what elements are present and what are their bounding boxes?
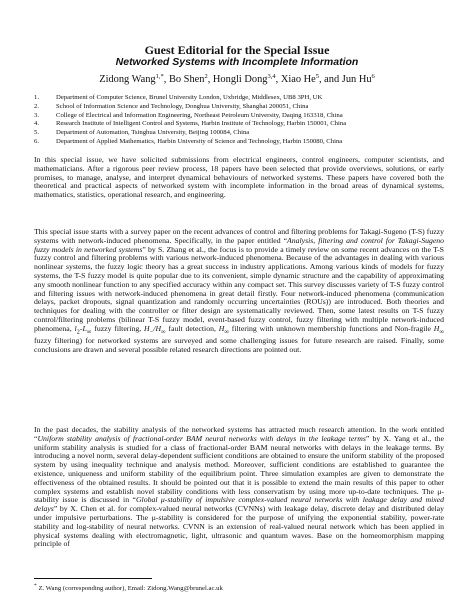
affiliation-item: 4. Research Institute of Intelligent Control and Systems, Harbin Institute of Technology, Harbin 150001, China: [34, 120, 347, 128]
cited-paper-title: Analysis, filtering and control for Takagi-Sugeno fuzzy models in networked systems: [34, 235, 445, 254]
cited-paper-title: Global μ-stability of impulsive complex-valued neural networks with leakage delay and mixed delays: [34, 495, 444, 514]
corresponding-author-note: Z. Wang (corresponding author), Email: Zidong.Wang@brunel.ac.uk: [36, 585, 223, 593]
paper-subtitle: Networked Systems with Incomplete Information: [115, 56, 359, 68]
affiliation-list: [34, 94, 454, 147]
cited-paper-title: Uniform stability analysis of fractional-order BAM neural networks with delays in the leakage terms: [37, 433, 366, 443]
footnote-divider: [34, 578, 152, 579]
author: Zidong Wang$^{1,*}$,: [99, 73, 169, 85]
author: Jun Hu$^6$: [341, 73, 375, 85]
author: Hongli Dong$^{3,4}$,: [212, 73, 281, 85]
affiliation-item: 3. College of Electrical and Information Engineering, Northeast Petroleum University, Daqing 163318, China: [34, 111, 343, 119]
affiliation-item: 1. Department of Computer Science, Brunel University London, Uxbridge, Middlesex, UB8 3PH, UK: [34, 94, 323, 101]
affiliation-item: 6. Department of Applied Mathematics, Harbin University of Science and Technology, Harbin 150080, China: [34, 137, 343, 145]
body-paragraph: In this special issue, we have solicited submissions from electrical engineers, control engineers, computer scientists, and mathematicians. After a rigorous peer review process, 18 papers have been selected that provide overviews, solutions, or early promises, to manage, analyse, and interpret dynamical behaviours of networked systems. These papers have covered both the theoretical and practical aspects of networked system with incomplete information in the broad areas of dynamical systems, mathematics, statistics, operational research, and engineering.: [34, 155, 444, 200]
affiliation-item: 2. School of Information Science and Technology, Donghua University, Shanghai 200051, China: [34, 102, 309, 110]
body-paragraph: This special issue starts with a survey paper on the recent advances of control and filtering problems for Takagi-Sugeno (T-S) fuzzy systems with network-induced phenomena. Specifically, in the paper entitled “Analysis, filtering and control for Takagi-Sugeno fuzzy models in networked systems” by S. Zhang et al., the focus is to provide a timely review on some recent advances on the T-S fuzzy control and filtering problems with various network-induced phenomena. Because of the advantages in dealing with various nonlinear systems, the fuzzy logic theory has a great success in industry applications. Among various kinds of models for fuzzy systems, the T-S fuzzy model is quite popular due to its convenient, simple dynamic structure and the capability of approximating any smooth nonlinear function to any specified accuracy within any compact set. This survey discusses variety of T-S fuzzy control and filtering issues with network-induced phenomena in great detail firstly. Four network-induced phenomena (communication delays, packet dropouts, signal quantization and randomly occurring uncertainties (ROUs)) are introduced. Both theories and techniques for dealing with the controller or filter design are systematically reviewed. Then, some latest results on T-S fuzzy control/filtering problems (bilinear T-S fuzzy model, event-based fuzzy control, fuzzy filtering with multiple network-induced phenomena, $l_2-L_\infty$ fuzzy filtering, $H_-/H_\infty$ fault detection, $H_\infty$ filtering with unknown membership functions and Non-fragile $H_\infty$ fuzzy filtering) for networked systems are surveyed and some challenging issues for future research are raised. Finally, some conclusions are drawn and several possible related research directions are pointed out.: [34, 227, 445, 354]
author-list: [0, 73, 474, 86]
paper-title: Guest Editorial for the Special Issue: [144, 43, 330, 57]
footnote: * Z. Wang (corresponding author), Email: Zidong.Wang@brunel.ac.uk: [34, 583, 223, 593]
body-paragraph: In the past decades, the stability analysis of the networked systems has attracted much research attention. In the work entitled “Uniform stability analysis of fractional-order BAM neural networks with delays in the leakage terms” by X. Yang et al., the uniform stability analysis is studied for a class of fractional-order BAM neural networks with delays in the leakage terms. By introducing a novel norm, several delay-dependent sufficient conditions are obtained to ensure the uniform stability of the proposed system by using inequality technique and analysis method. Moreover, sufficient conditions are established to guarantee the existence, uniqueness and uniform stability of the equilibrium point. Three simulation examples are given to demonstrate the effectiveness of the obtained results. It should be pointed out that it is possible to extend the main results of this paper to other complex systems and establish novel stability conditions with less conservatism by using more up-to-date techniques. The μ-stability issue is discussed in “Global μ-stability of impulsive complex-valued neural networks with leakage delay and mixed delays” by X. Chen et al. for complex-valued neural networks (CVNNs) with leakage delay, discrete delay and distributed delay under impulsive perturbations. The μ-stability is considered for the purpose of unifying the exponential stability, power-rate stability and log-stability of neural networks. CVNN is an extension of real-valued neural network which has been applied in physical systems dealing with electromagnetic, light, ultrasonic and quantum waves. Base on the homeomorphism mapping principle of: [34, 425, 444, 549]
author: Xiao He$^5$, and: [280, 73, 342, 85]
affiliation-item: 5. Department of Automation, Tsinghua University, Beijing 100084, China: [34, 129, 250, 137]
author: Bo Shen$^2$,: [168, 73, 213, 85]
